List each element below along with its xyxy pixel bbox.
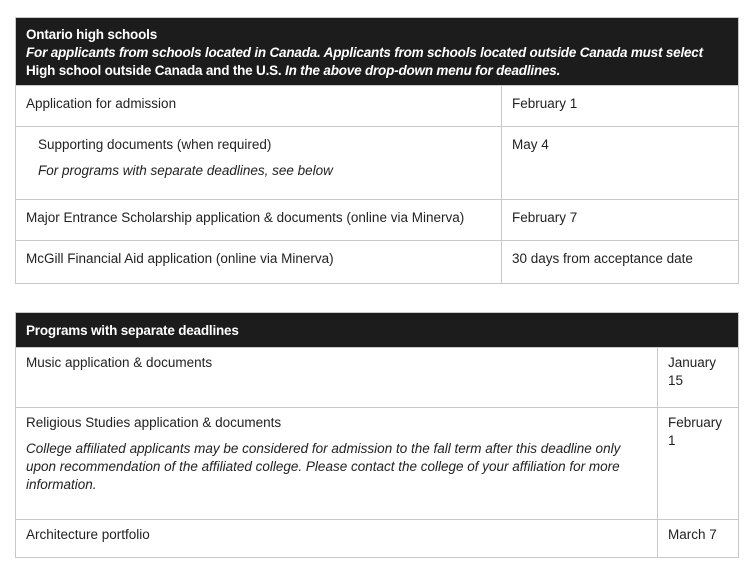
row-deadline: January 15: [658, 348, 739, 408]
table-row: [16, 200, 739, 241]
table-title: Programs with separate deadlines: [26, 323, 239, 338]
row-deadline: February 1: [502, 86, 739, 127]
table-row: [16, 520, 739, 558]
table-header: [16, 313, 739, 348]
row-note: College affiliated applicants may be considered for admission to the fall term after this deadline only upon recommendation of the affiliated college. Please contact the college of your affiliation for more information.: [26, 441, 621, 492]
table-row: [16, 127, 739, 200]
separate-deadlines-table: [15, 312, 739, 558]
table-row: [16, 86, 739, 127]
ontario-deadlines-table: [15, 17, 739, 284]
row-deadline: February 1: [658, 408, 739, 520]
table-row: [16, 408, 739, 520]
row-deadline: May 4: [502, 127, 739, 200]
row-deadline: March 7: [658, 520, 739, 558]
row-note: For programs with separate deadlines, see below: [38, 163, 333, 178]
row-label: Supporting documents (when required): [38, 137, 272, 152]
table-row: [16, 348, 739, 408]
row-label: Religious Studies application & documents: [26, 415, 282, 430]
row-deadline: February 7: [502, 200, 739, 241]
table-header: [16, 18, 739, 86]
row-label: Music application & documents: [16, 348, 658, 408]
row-label: McGill Financial Aid application (online via Minerva): [16, 241, 502, 284]
table-title: Ontario high schools: [26, 27, 158, 42]
table-subtitle: For applicants from schools located in Canada. Applicants from schools located outside Canada must select High school outside Canada and the U.S. In the above drop-down menu for deadlines.: [26, 45, 703, 78]
row-label: Application for admission: [16, 86, 502, 127]
row-label: Architecture portfolio: [16, 520, 658, 558]
row-deadline: 30 days from acceptance date: [502, 241, 739, 284]
table-row: [16, 241, 739, 284]
row-label: Major Entrance Scholarship application & documents (online via Minerva): [16, 200, 502, 241]
